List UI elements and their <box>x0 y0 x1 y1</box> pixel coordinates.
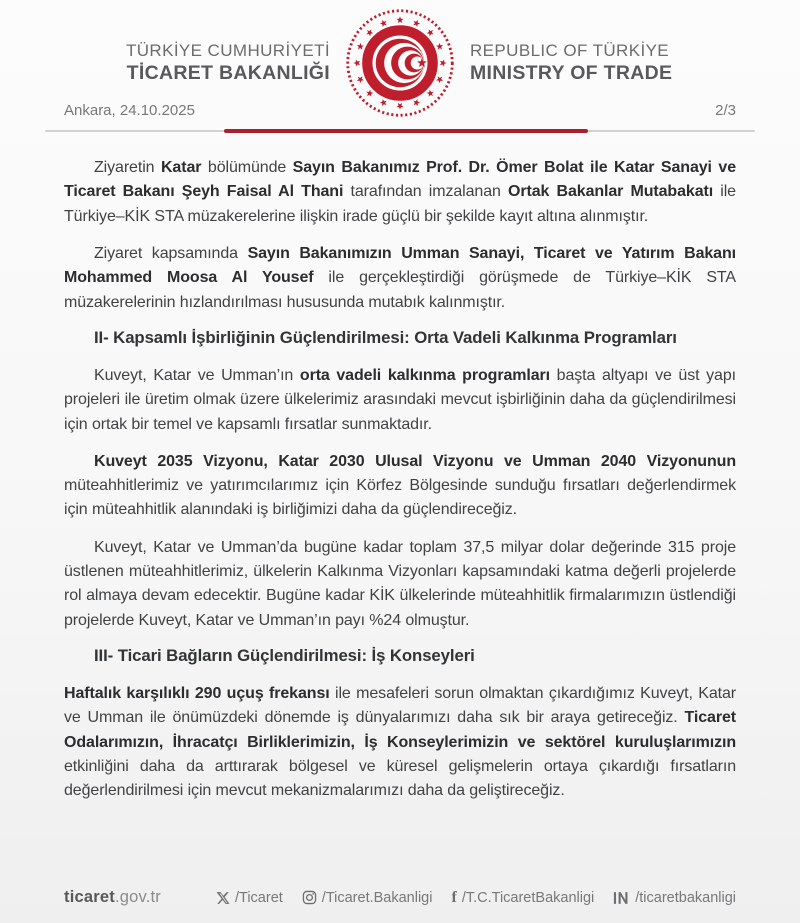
text-run: ile mesafeleri sorun olmaktan çıkardığımız Kuveyt, Katar ve Umman ile önümüzdeki dönemde iş dünyalarımızı daha sık bir araya getireceğiz. <box>64 685 736 727</box>
bold-run: orta vadeli kalkınma programları <box>299 366 550 384</box>
text-run: Ziyaret kapsamında <box>94 244 248 262</box>
website-link-bold: ticaret <box>64 888 115 906</box>
bold-run: Ticaret Odalarımızın, İhracatçı Birliklerimizin, İş Konseylerimizin ve sektörel kuruluşlarımızın <box>64 709 736 751</box>
bold-run: Katar <box>160 159 202 176</box>
dateline: Ankara, 24.10.2025 <box>64 102 195 119</box>
text-run: ile Türkiye–KİK STA müzakerelerine ilişkin irade güçlü bir şekilde kayıt altına alınmıştır. <box>64 183 736 225</box>
text-run: etkinliğini daha da arttırarak bölgesel ve küresel gelişmelerin ortaya çıkardığı fırsatların değerlendirilmesi için mevcut mekanizmalarımızı daha da geliştireceğiz. <box>64 757 736 800</box>
social-link-nsosyal[interactable] <box>613 890 736 906</box>
instagram-icon <box>302 890 317 905</box>
text-run: Kuveyt, Katar ve Umman’da bugüne kadar toplam 37,5 milyar dolar değerinde 315 proje üstlenen müteahhitlerimiz, ülkelerin Kalkınma Vizyonları kapsamındaki katma değerli projelerde rol almaya devam edecektir. Bugüne kadar KİK ülkelerinde müteahhitlik firmalarımızın üstlendiği projelerde Kuveyt, Katar ve Umman’ın payı %24 olmuştur. <box>64 538 736 629</box>
ministry-title-turkish <box>126 40 330 86</box>
x-icon <box>216 891 230 905</box>
website-link-rest: .gov.tr <box>114 888 161 906</box>
body-paragraph <box>64 536 736 633</box>
section-heading: III- Ticari Bağların Güçlendirilmesi: İş Konseyleri <box>94 646 475 665</box>
text-run: ile gerçekleştirdiği görüşmede de Türkiye–KİK STA müzakerelerinin hızlandırılması hususunda mutabık kalınmıştır. <box>64 269 736 311</box>
bold-run: Ortak Bakanlar Mutabakatı <box>508 183 714 201</box>
text-run: Kuveyt, Katar ve Umman’ın <box>94 366 300 384</box>
social-link-facebook-label: /T.C.TicaretBakanligi <box>461 889 595 906</box>
text-run: müteahhitlerimiz ve yatırımcılarımız için Körfez Bölgesinde sunduğu fırsatları değerlendirmek için müteahhitlik alanındaki iş birliğimizi daha da güçlendireceğiz. <box>64 477 736 519</box>
bold-run: Kuveyt 2035 Vizyonu, Katar 2030 Ulusal Vizyonu ve Umman 2040 Vizyonunun <box>94 452 736 470</box>
social-link-x-label: /Ticaret <box>234 889 283 906</box>
page-indicator: 2/3 <box>715 102 736 119</box>
ministry-title-english <box>470 40 672 86</box>
social-link-facebook[interactable] <box>451 889 594 907</box>
social-links <box>216 889 736 907</box>
ministry-title-tr-line2: TİCARET BAKANLIĞI <box>126 62 330 85</box>
document-header <box>0 0 800 140</box>
body-paragraph <box>64 364 736 437</box>
ministry-title-en-line2: MINISTRY OF TRADE <box>470 62 673 85</box>
text-run: Ziyaretin <box>94 159 161 176</box>
text-run: tarafından imzalanan <box>343 183 509 201</box>
section-heading: II- Kapsamlı İşbirliğinin Güçlendirilmesi: Orta Vadeli Kalkınma Programları <box>94 327 677 347</box>
bold-run: Haftalık karşılıklı 290 uçuş frekansı <box>64 685 330 702</box>
body-paragraph <box>64 682 736 804</box>
ministry-title-en-line1: REPUBLIC OF TÜRKİYE <box>470 41 670 60</box>
document-body <box>0 140 800 804</box>
social-link-x[interactable] <box>216 890 283 906</box>
body-paragraph <box>64 242 736 315</box>
text-run: başta altyapı ve üst yapı projeleri ile üretim olmak üzere ülkelerimiz arasındaki mevcut işbirliğinin daha da güçlendirilmesi için ortak bir temel ve kapsamlı fırsatlar sunmaktadır. <box>64 366 736 433</box>
ministry-title-tr-line1: TÜRKİYE CUMHURİYETİ <box>125 41 330 60</box>
bold-run: Sayın Bakanımızın Umman Sanayi, Ticaret ve Yatırım Bakanı Mohammed Moosa Al Yousef <box>64 244 736 287</box>
bold-run: Sayın Bakanımız Prof. Dr. Ömer Bolat ile Katar Sanayi ve Ticaret Bakanı Şeyh Faisal Al Thani <box>64 159 736 201</box>
text-run: bölümünde <box>201 159 293 176</box>
body-paragraph <box>64 156 736 229</box>
header-divider-red-segment <box>224 129 588 133</box>
document-footer <box>0 888 800 907</box>
nsosyal-icon <box>613 891 630 905</box>
social-link-instagram[interactable] <box>302 890 433 906</box>
social-link-nsosyal-label: /ticaretbakanligi <box>635 889 736 906</box>
body-paragraph <box>64 450 736 523</box>
ministry-of-trade-emblem <box>344 7 456 119</box>
social-link-instagram-label: /Ticaret.Bakanligi <box>321 889 433 906</box>
facebook-icon: f <box>451 888 457 906</box>
website-link[interactable] <box>64 888 161 907</box>
